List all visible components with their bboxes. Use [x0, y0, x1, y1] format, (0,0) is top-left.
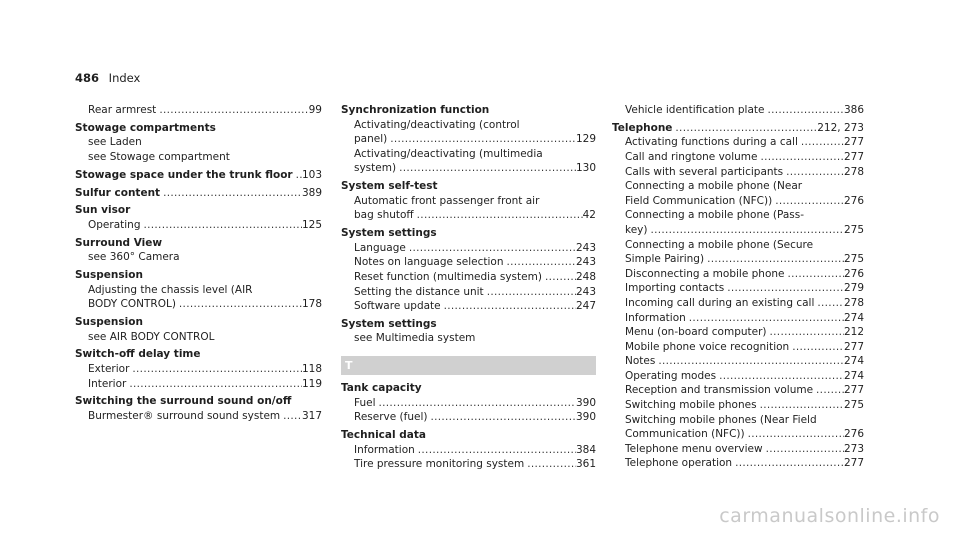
entry-text: bag shutoff — [354, 209, 414, 222]
entry-text: key) — [625, 223, 648, 236]
index-term: Synchronization function — [341, 104, 490, 116]
index-term: Tank capacity — [341, 382, 422, 395]
page-reference: 277 — [843, 384, 864, 397]
index-subentry — [75, 297, 322, 312]
dot-leader — [126, 377, 302, 392]
index-subentry — [612, 340, 864, 355]
page-reference: 277 — [843, 150, 864, 163]
index-subentry — [612, 103, 864, 118]
index-subentry — [341, 241, 596, 256]
dot-leader — [484, 285, 576, 300]
index-entry — [75, 236, 322, 265]
dot-leader — [767, 325, 844, 340]
dot-leader — [763, 442, 844, 457]
dot-leader — [789, 340, 844, 355]
index-entry — [75, 103, 322, 118]
dot-leader — [784, 267, 843, 282]
entry-text: Telephone menu overview — [625, 442, 763, 455]
index-column-2 — [341, 103, 596, 475]
dot-leader — [387, 132, 576, 147]
page-reference: 275 — [843, 223, 864, 236]
entry-text: Calls with several participants — [625, 165, 784, 178]
page-number: 486 — [75, 71, 100, 85]
index-subentry — [612, 296, 864, 311]
entry-text: Switching mobile phones — [625, 399, 757, 412]
index-entry — [341, 317, 596, 346]
page-reference: 276 — [843, 194, 864, 207]
page-reference: 125 — [301, 218, 322, 231]
page-reference: 243 — [575, 285, 596, 298]
page-reference: 212 — [843, 326, 864, 339]
entry-text: Information — [625, 311, 686, 324]
dot-leader — [524, 457, 576, 472]
dot-leader — [156, 103, 308, 118]
index-entry — [75, 315, 322, 344]
index-entry — [341, 226, 596, 314]
entry-text: Reserve (fuel) — [354, 411, 428, 424]
entry-text: Mobile phone voice recognition — [625, 340, 790, 353]
entry-text: Activating/deactivating (multimedia — [354, 147, 543, 160]
index-subentry — [341, 255, 596, 270]
dot-leader — [757, 398, 844, 413]
index-subentry — [612, 238, 864, 253]
index-subentry — [612, 427, 864, 442]
page-reference: 273 — [843, 442, 864, 455]
entry-text: Operating modes — [625, 369, 717, 382]
page-reference: 118 — [301, 363, 322, 375]
page-reference: 277 — [843, 457, 864, 470]
index-subentry — [341, 443, 596, 458]
index-entry — [75, 268, 322, 312]
entry-text: Tire pressure monitoring system — [354, 458, 525, 471]
entry-text: Call and ringtone volume — [625, 150, 758, 163]
entry-text: system) — [354, 162, 397, 175]
entry-text: Interior — [88, 377, 127, 390]
dot-leader — [813, 383, 844, 398]
index-subentry — [612, 369, 864, 384]
page-reference: 274 — [843, 355, 864, 368]
entry-text: Switching mobile phones (Near Field — [625, 413, 817, 426]
page-reference: 274 — [843, 369, 864, 382]
index-subentry — [341, 194, 596, 209]
index-subentry — [612, 442, 864, 457]
dot-leader — [814, 296, 844, 311]
index-subentry — [341, 161, 596, 176]
entry-text: see Laden — [88, 136, 142, 149]
page-reference: 279 — [843, 282, 864, 295]
dot-leader — [672, 121, 817, 136]
entry-text: Activating/deactivating (control — [354, 118, 520, 131]
index-subentry — [612, 383, 864, 398]
index-entry — [75, 121, 322, 165]
index-term: Technical data — [341, 429, 426, 442]
index-subentry — [75, 377, 322, 392]
index-subentry — [341, 132, 596, 147]
index-entry — [612, 121, 864, 471]
dot-leader — [542, 270, 576, 285]
page-reference: 277 — [843, 136, 864, 149]
index-entry — [341, 428, 596, 472]
index-column-3 — [612, 103, 864, 474]
page-reference: 129 — [575, 133, 596, 146]
dot-leader — [176, 297, 302, 312]
entry-text: Reset function (multimedia system) — [354, 270, 542, 283]
page-reference: 276 — [843, 428, 864, 441]
index-subentry — [75, 103, 322, 118]
index-subentry — [341, 270, 596, 285]
index-subentry — [75, 150, 322, 165]
dot-leader — [415, 443, 576, 458]
index-subentry — [341, 410, 596, 425]
index-subentry — [612, 456, 864, 471]
index-term: Surround View — [75, 236, 163, 249]
entry-text: Stowage space under the trunk floor — [75, 168, 293, 181]
entry-text: Burmester® surround sound system — [88, 409, 281, 422]
dot-leader — [504, 255, 576, 270]
dot-leader — [724, 281, 844, 296]
page-reference: 278 — [843, 296, 864, 309]
page-reference: 212, 273 — [817, 121, 864, 134]
entry-text: Reception and transmission volume — [625, 384, 814, 397]
page-reference: 178 — [301, 298, 322, 311]
entry-text: Operating — [88, 218, 141, 231]
index-term: Suspension — [75, 316, 143, 329]
index-term: System settings — [341, 317, 437, 330]
page-header — [75, 71, 140, 85]
section-title: Index — [108, 71, 141, 85]
page-reference: 276 — [843, 267, 864, 280]
dot-leader — [647, 223, 843, 238]
dot-leader — [655, 354, 844, 369]
dot-leader — [396, 161, 576, 176]
dot-leader — [406, 241, 576, 256]
index-entry — [612, 103, 864, 118]
dot-leader — [732, 456, 844, 471]
index-subentry — [612, 311, 864, 326]
index-subentry — [612, 325, 864, 340]
entry-text: Simple Pairing) — [625, 253, 705, 266]
index-subentry — [341, 299, 596, 314]
index-subentry — [612, 223, 864, 238]
index-entry — [341, 103, 596, 176]
entry-text: see Stowage compartment — [88, 150, 230, 163]
page-reference: 247 — [575, 300, 596, 313]
index-subentry — [75, 250, 322, 265]
entry-text: Telephone operation — [625, 457, 733, 470]
entry-text: Connecting a mobile phone (Pass- — [625, 209, 805, 222]
dot-leader — [280, 409, 302, 424]
dot-leader — [783, 165, 844, 180]
page-reference: 275 — [843, 399, 864, 412]
entry-text: Software update — [354, 300, 441, 313]
index-term: Suspension — [75, 269, 143, 282]
index-term: System self-test — [341, 180, 438, 193]
entry-text: Sulfur content — [75, 186, 161, 199]
dot-leader — [772, 194, 844, 209]
index-entry — [341, 381, 596, 425]
entry-text: Connecting a mobile phone (Secure — [625, 238, 814, 251]
entry-text: Field Communication (NFC)) — [625, 194, 773, 207]
entry-text: panel) — [354, 133, 388, 146]
dot-leader — [686, 311, 844, 326]
entry-text: Activating functions during a call — [625, 136, 798, 149]
dot-leader — [704, 252, 844, 267]
index-subentry — [612, 165, 864, 180]
index-term: Stowage compartments — [75, 121, 216, 134]
index-subentry — [612, 252, 864, 267]
index-subentry — [612, 354, 864, 369]
page-reference: 317 — [301, 409, 322, 422]
page-reference: 384 — [575, 443, 596, 456]
index-entry — [75, 186, 322, 201]
entry-text: see 360° Camera — [88, 251, 180, 264]
page-reference: 119 — [301, 377, 322, 390]
page-reference: 275 — [843, 253, 864, 266]
entry-text: Automatic front passenger front air — [354, 194, 540, 207]
page-reference: 130 — [575, 162, 596, 175]
index-subentry — [341, 147, 596, 162]
index-column-1 — [75, 103, 322, 427]
dot-leader — [141, 218, 302, 233]
page-reference: 248 — [575, 270, 596, 283]
index-term: Switch-off delay time — [75, 348, 201, 361]
page-reference: 277 — [843, 340, 864, 353]
index-subentry — [341, 285, 596, 300]
entry-text: Connecting a mobile phone (Near — [625, 180, 803, 193]
entry-text: Notes on language selection — [354, 256, 504, 269]
page-reference: 243 — [575, 256, 596, 269]
dot-leader — [293, 168, 302, 183]
entry-text: Communication (NFC)) — [625, 428, 745, 441]
entry-text: Telephone — [612, 121, 673, 134]
index-subentry — [612, 398, 864, 413]
dot-leader — [716, 369, 844, 384]
page-reference: 390 — [575, 396, 596, 409]
index-subentry — [75, 409, 322, 424]
entry-text: Vehicle identification plate — [625, 104, 765, 116]
entry-text: Language — [354, 241, 406, 254]
index-entry — [75, 203, 322, 232]
section-letter: T — [345, 359, 353, 373]
index-subentry — [612, 179, 864, 194]
page-reference: 278 — [843, 165, 864, 178]
dot-leader — [745, 427, 844, 442]
index-subentry — [612, 281, 864, 296]
index-term-line — [75, 168, 322, 183]
index-entry — [75, 394, 322, 423]
index-term-line — [75, 186, 322, 201]
entry-text: Rear armrest — [88, 104, 157, 116]
index-term-line — [612, 121, 864, 136]
index-subentry — [341, 457, 596, 472]
entry-text: Menu (on-board computer) — [625, 326, 767, 339]
entry-text: see AIR BODY CONTROL — [88, 330, 215, 343]
dot-leader — [427, 410, 575, 425]
dot-leader — [414, 208, 583, 223]
dot-leader — [764, 103, 843, 118]
index-subentry — [341, 208, 596, 223]
page-reference: 243 — [575, 241, 596, 254]
entry-text: Notes — [625, 355, 656, 368]
index-subentry — [612, 135, 864, 150]
index-subentry — [75, 135, 322, 150]
page-reference: 42 — [582, 209, 596, 222]
index-subentry — [75, 330, 322, 345]
index-term: Sun visor — [75, 204, 131, 217]
dot-leader — [798, 135, 844, 150]
watermark: carmanualsonline.info — [719, 505, 940, 527]
index-subentry — [341, 396, 596, 411]
page-reference: 99 — [308, 104, 322, 116]
index-term: System settings — [341, 227, 437, 240]
index-subentry — [75, 218, 322, 233]
page-reference: 390 — [575, 411, 596, 424]
index-subentry — [341, 331, 596, 346]
page-reference: 274 — [843, 311, 864, 324]
index-subentry — [612, 413, 864, 428]
section-letter-bar — [341, 356, 596, 375]
entry-text: Information — [354, 443, 415, 456]
dot-leader — [441, 299, 576, 314]
entry-text: Importing contacts — [625, 282, 725, 295]
dot-leader — [376, 396, 576, 411]
dot-leader — [160, 186, 302, 201]
index-entry — [75, 168, 322, 183]
entry-text: Setting the distance unit — [354, 285, 484, 298]
index-subentry — [612, 267, 864, 282]
index-subentry — [612, 194, 864, 209]
entry-text: Adjusting the chassis level (AIR — [88, 283, 253, 296]
entry-text: BODY CONTROL) — [88, 298, 176, 311]
entry-text: Fuel — [354, 396, 376, 409]
entry-text: Exterior — [88, 363, 130, 375]
index-subentry — [612, 208, 864, 223]
page-reference: 389 — [301, 186, 322, 199]
index-subentry — [75, 283, 322, 298]
index-entry — [341, 179, 596, 223]
index-subentry — [341, 118, 596, 133]
index-subentry — [75, 362, 322, 377]
entry-text: see Multimedia system — [354, 332, 476, 345]
entry-text: Incoming call during an existing call — [625, 296, 815, 309]
index-subentry — [612, 150, 864, 165]
entry-text: Disconnecting a mobile phone — [625, 267, 785, 280]
page-reference: 103 — [301, 168, 322, 181]
page-reference: 361 — [575, 458, 596, 471]
index-entry — [75, 347, 322, 391]
index-term: Switching the surround sound on/off — [75, 395, 292, 408]
dot-leader — [757, 150, 843, 165]
page-reference: 386 — [843, 104, 864, 116]
dot-leader — [129, 362, 302, 377]
